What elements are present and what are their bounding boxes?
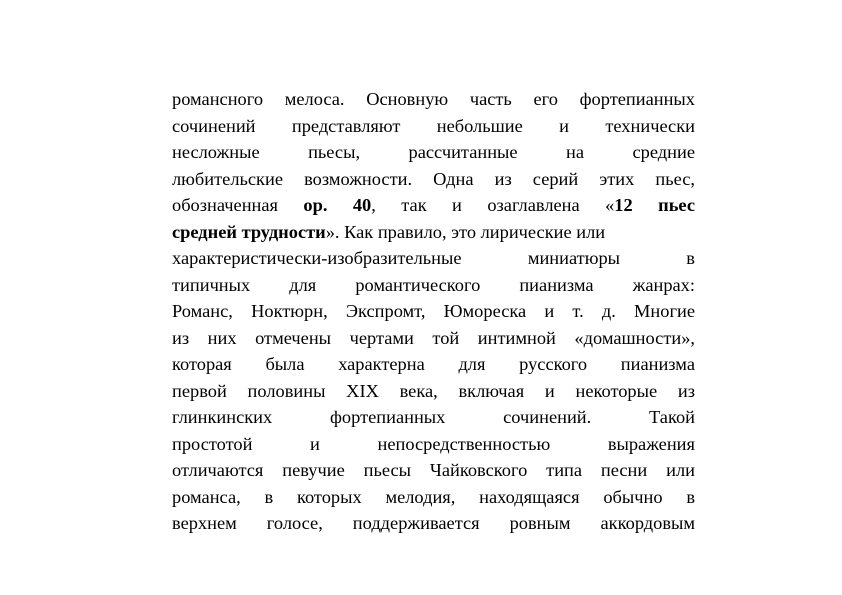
- text-line-7: характеристически-изобразительные миниатюры в: [172, 248, 695, 268]
- text-line-1: романсного мелоса. Основную часть его фортепианных: [172, 89, 695, 109]
- text-line-17: верхнем голосе, поддерживается ровным аккордовым: [172, 513, 695, 533]
- collection-title-part-2: средней трудности: [172, 221, 326, 242]
- text-line-8: типичных для романтического пианизма жанрах:: [172, 274, 695, 295]
- text-line-6: [172, 219, 695, 246]
- paragraph: [172, 86, 695, 537]
- text-line-3: несложные пьесы, рассчитанные на средние: [172, 142, 695, 162]
- text-line-5: [172, 192, 695, 219]
- text-line-9: Романс, Ноктюрн, Экспромт, Юмореска и т. д. Многие: [172, 301, 695, 321]
- text-line-16: романса, в которых мелодия, находящаяся обычно в: [172, 486, 695, 507]
- text-line-13: глинкинских фортепианных сочинений. Такой: [172, 407, 695, 427]
- text-line-10: из них отмечены чертами той интимной «домашности»,: [172, 327, 695, 348]
- text-line-14: простотой и непосредственностью выражения: [172, 433, 695, 454]
- text-line-11: которая была характерна для русского пианизма: [172, 354, 695, 374]
- text-segment: ». Как правило, это лирические или: [325, 221, 606, 242]
- opus-number: ор. 40: [303, 195, 372, 215]
- text-segment: , так и озаглавлена «: [371, 195, 615, 215]
- text-line-12: первой половины XIX века, включая и некоторые из: [172, 380, 695, 401]
- collection-title-part-1: 12 пьес: [614, 195, 695, 215]
- text-segment: обозначенная: [172, 195, 304, 215]
- text-line-2: сочинений представляют небольшие и технически: [172, 115, 695, 136]
- text-line-4: любительские возможности. Одна из серий этих пьес,: [172, 168, 695, 189]
- text-line-15: отличаются певучие пьесы Чайковского типа песни или: [172, 460, 695, 480]
